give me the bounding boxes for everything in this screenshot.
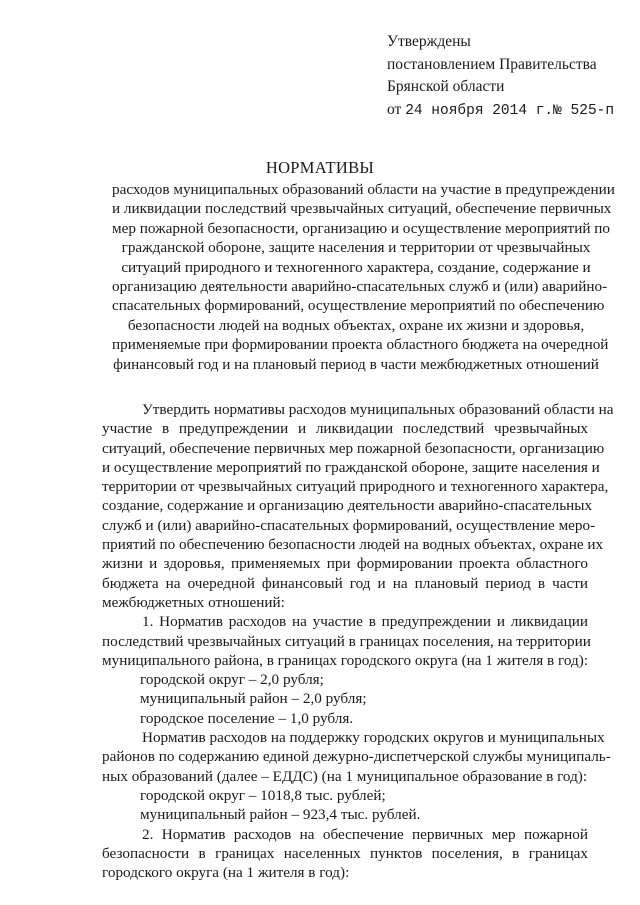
- body-line: создание, содержание и организацию деятельности аварийно-спасательных: [102, 497, 593, 515]
- subtitle-line: применяемые при формировании проекта областного бюджета на очередной: [112, 336, 609, 354]
- body-line: бюджета на очередной финансовый год и на плановый период в части: [102, 574, 588, 592]
- list-item: муниципальный район – 2,0 рубля;: [140, 690, 367, 708]
- body-line: приятий по обеспечению безопасности людей на водных объектах, охране их: [102, 536, 604, 554]
- document-subtitle: [112, 180, 615, 374]
- subtitle-line: финансовый год и на плановый период в части межбюджетных отношений: [113, 355, 599, 373]
- body-line: городского округа (на 1 жителя в год):: [102, 864, 350, 882]
- list-item: городской округ – 2,0 рубля;: [140, 671, 324, 689]
- body-line: межбюджетных отношений:: [102, 593, 285, 611]
- approval-line: Утверждены: [387, 33, 471, 50]
- body-line: районов по содержанию единой дежурно-диспетчерской службы муниципаль-: [102, 748, 611, 766]
- subtitle-line: ситуаций природного и техногенного характера, создание, содержание и: [121, 258, 591, 276]
- subtitle-line: и ликвидации последствий чрезвычайных ситуаций, обеспечение первичных: [112, 200, 612, 218]
- list-item: городское поселение – 1,0 рубля.: [140, 709, 354, 727]
- subtitle-line: организацию деятельности аварийно-спасательных служб и (или) аварийно-: [112, 278, 608, 296]
- body-line: последствий чрезвычайных ситуаций в границах поселения, на территории: [102, 632, 591, 650]
- subtitle-line: безопасности людей на водных объектах, охране их жизни и здоровья,: [127, 316, 585, 334]
- list-item: городской округ – 1018,8 тыс. рублей;: [140, 786, 386, 804]
- body-line: муниципального района, в границах городского округа (на 1 жителя в год):: [102, 651, 589, 669]
- body-line: ситуаций, обеспечение первичных мер пожарной безопасности, организацию: [102, 439, 605, 457]
- body-line: и осуществление мероприятий по гражданской обороне, защите населения и: [102, 458, 600, 476]
- document-title: НОРМАТИВЫ: [265, 158, 375, 177]
- body-line: безопасности в границах населенных пунктов поселения, в границах: [102, 844, 588, 862]
- subtitle-line: мер пожарной безопасности, организацию и осуществление мероприятий по: [112, 219, 610, 237]
- document-body: [102, 400, 614, 882]
- body-line: 2. Норматив расходов на обеспечение первичных мер пожарной: [142, 825, 588, 843]
- edds-list: [102, 786, 588, 825]
- body-line: ных образований (далее – ЕДДС) (на 1 муниципальное образование в год):: [102, 767, 588, 785]
- body-line: участие в предупреждении и ликвидации последствий чрезвычайных: [102, 420, 588, 438]
- body-line: служб и (или) аварийно-спасательных формирований, осуществление меро-: [102, 516, 596, 534]
- list-item: муниципальный район – 923,4 тыс. рублей.: [140, 806, 421, 824]
- approval-date: 24 ноября 2014 г.: [405, 102, 554, 119]
- body-line: 1. Норматив расходов на участие в предупреждении и ликвидации: [142, 613, 588, 631]
- subtitle-line: расходов муниципальных образований области на участие в предупреждении: [112, 181, 615, 198]
- edds-paragraph: [102, 728, 611, 786]
- subtitle-line: гражданской обороне, защите населения и территории от чрезвычайных: [121, 239, 591, 257]
- approval-prefix: от: [387, 100, 406, 118]
- subtitle-line: спасательных формирований, осуществление мероприятий по обеспечению: [112, 297, 605, 315]
- approval-date-line: [387, 99, 637, 123]
- body-line: Утвердить нормативы расходов муниципальных образований области на: [142, 401, 614, 418]
- intro-paragraph: [102, 400, 614, 612]
- approval-line: постановлением Правительства: [387, 55, 597, 73]
- section-1-list: [102, 670, 588, 728]
- approval-number: № 525-п: [553, 102, 615, 119]
- body-line: жизни и здоровья, применяемых при формировании проекта областного: [102, 555, 588, 573]
- approval-line: Брянской области: [387, 78, 505, 95]
- section-2-paragraph: [102, 825, 588, 883]
- approval-stamp: [387, 31, 637, 122]
- section-1-paragraph: [102, 612, 591, 670]
- body-line: территории от чрезвычайных ситуаций природного и техногенного характера,: [102, 478, 609, 496]
- body-line: Норматив расходов на поддержку городских округов и муниципальных: [142, 729, 605, 747]
